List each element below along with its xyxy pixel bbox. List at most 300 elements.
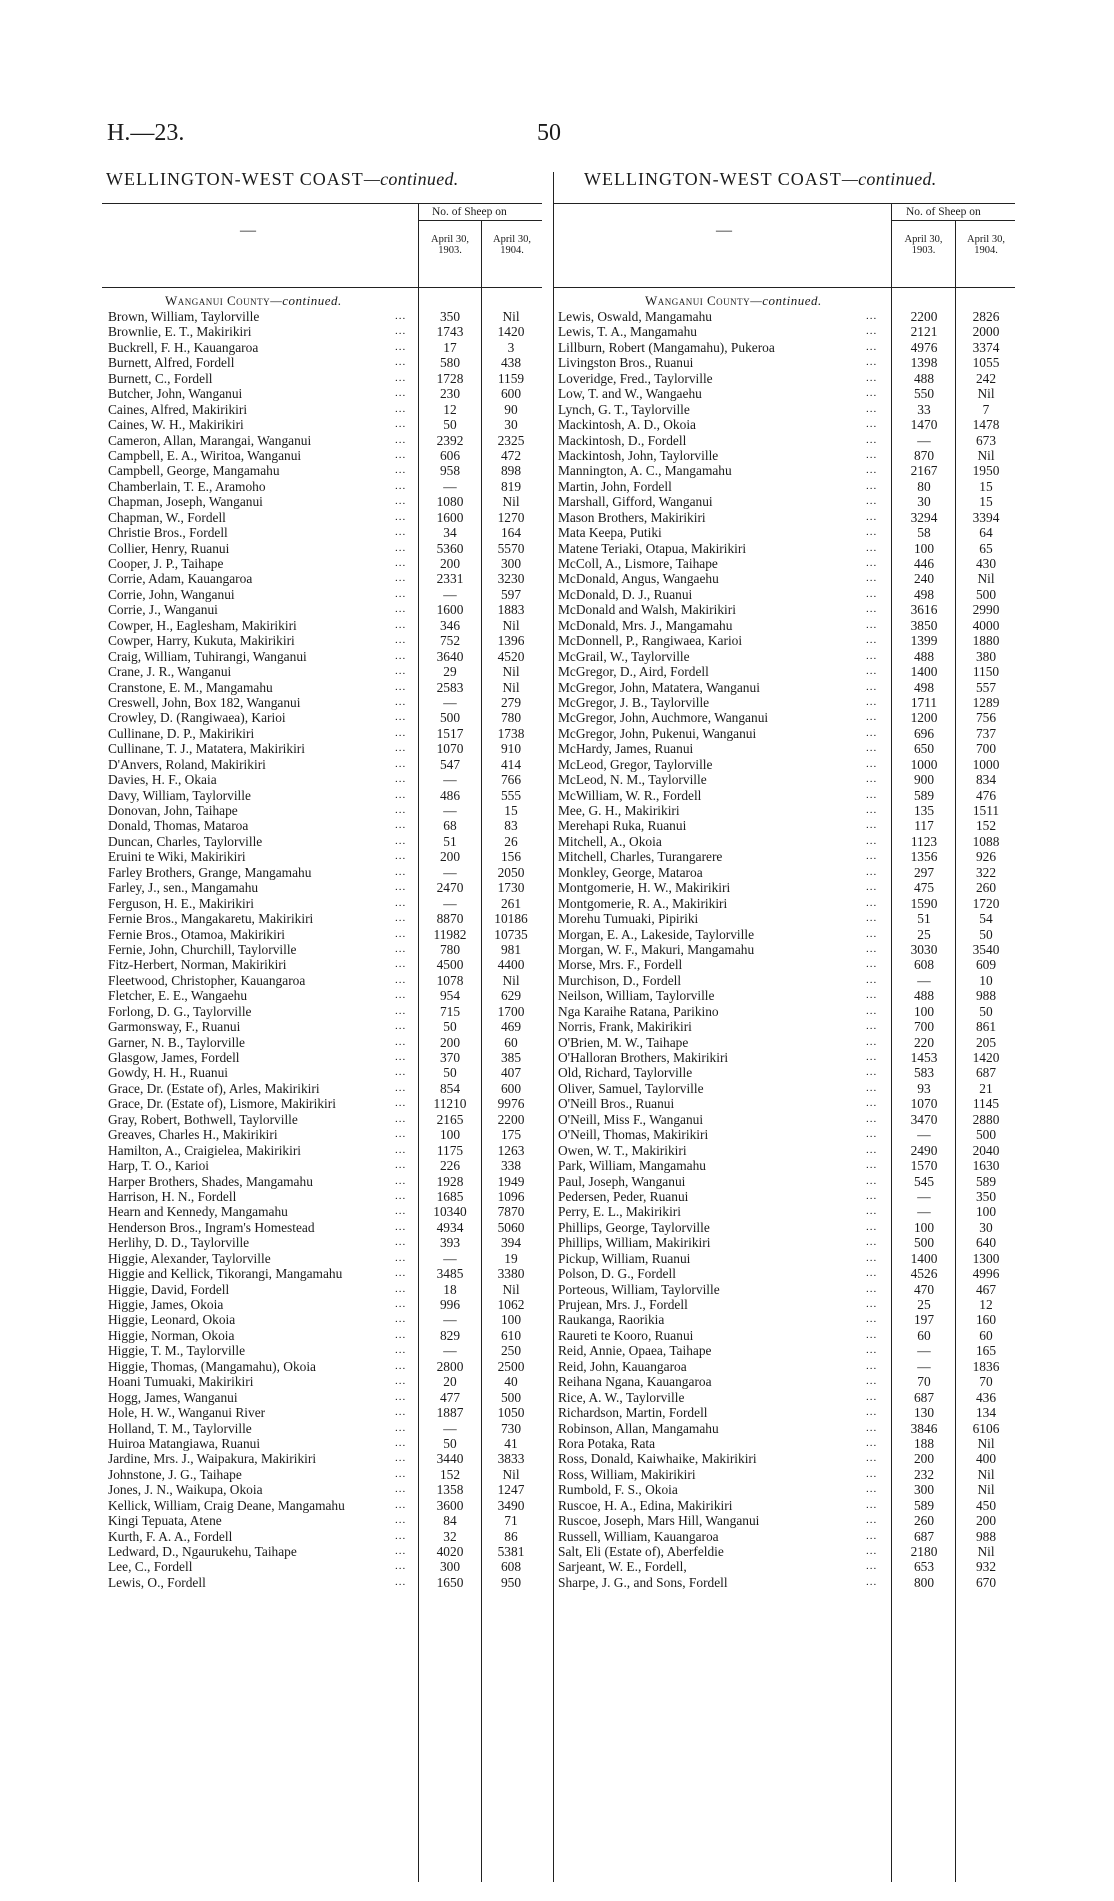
row-name: Sarjeant, W. E., Fordell, [558,1559,687,1575]
sheep-1903-value: 230 [439,386,461,402]
table-row [108,880,543,895]
row-name: Fernie Bros., Mangakaretu, Makirikiri [108,911,314,927]
sheep-1904-value: 407 [500,1065,522,1081]
leader-dots: ... [395,711,407,724]
sheep-1903-value: 1000 [910,756,938,772]
row-name: McDonald, D. J., Ruanui [558,586,693,602]
sheep-1904-value: 610 [500,1327,522,1343]
row-name: Holland, T. M., Taylorville [108,1420,252,1436]
sheep-1903-value: 80 [917,478,931,494]
sheep-1903-value: 260 [913,1513,935,1529]
row-name: McDonald and Walsh, Makirikiri [558,602,736,618]
row-name: Mitchell, Charles, Turangarere [558,849,723,865]
table-row [558,1081,1018,1096]
table-row [108,664,543,679]
sheep-1904-value: Nil [977,1544,995,1559]
sheep-1904-value: 1730 [497,880,525,896]
sheep-1904-value: 450 [975,1497,997,1513]
sheep-1904-value: 737 [975,725,997,741]
table-row [108,1297,543,1312]
sheep-1904-value: 250 [500,1343,522,1359]
sheep-1904-value: 175 [500,1127,522,1143]
row-name: McWilliam, W. R., Fordell [558,787,702,803]
sheep-1903-value: 300 [913,1482,935,1498]
sheep-1903-value: 11982 [433,926,467,942]
sheep-1904-value: Nil [502,679,520,695]
table-row [108,849,543,864]
leader-dots: ... [866,1529,878,1542]
sheep-1903-value: 580 [439,355,461,371]
sheep-1903-value: 488 [913,648,935,664]
sheep-1903-value: 477 [439,1389,461,1405]
sheep-1903-value: 3846 [910,1420,938,1436]
sheep-1903-value: 17 [443,339,457,355]
sheep-1904-value: 673 [975,432,997,448]
row-name: Fletcher, E. E., Wangaehu [108,988,248,1004]
row-name: McGregor, J. B., Taylorville [558,694,710,710]
sheep-1904-value: 3833 [497,1451,525,1467]
sheep-1903-value: 100 [913,1003,935,1019]
row-name: Lee, C., Fordell [108,1559,193,1575]
sheep-1904-value: 1836 [972,1358,1000,1374]
leader-dots: ... [866,1390,878,1403]
sheep-1903-value: 1123 [910,833,938,849]
leader-dots: ... [866,1545,878,1557]
table-row [558,1467,1018,1482]
table-row [108,788,543,803]
row-name: Cooper, J. P., Taihape [108,556,224,571]
sheep-1903-value: 3850 [910,617,938,633]
table-row [108,1405,543,1420]
sheep-1903-value: 4500 [436,957,464,973]
table-row [558,1096,1018,1111]
sheep-1903-value: 1453 [910,1050,938,1065]
table-row [108,1174,543,1189]
row-name: Craig, William, Tuhirangi, Wanganui [108,648,307,664]
sheep-1904-value: 500 [500,1389,522,1405]
table-row [558,525,1018,540]
table-row [108,865,543,880]
sheep-1903-value: 2331 [436,571,464,587]
leader-dots: ... [395,1220,407,1233]
sheep-1903-value: 100 [913,540,935,556]
table-row [558,942,1018,957]
row-name: Kurth, F. A. A., Fordell [108,1528,233,1544]
leader-dots: ... [395,1467,407,1480]
row-name: Marshall, Gifford, Wanganui [558,494,713,510]
row-name: Lewis, Oswald, Mangamahu [558,309,712,324]
row-name: Mee, G. H., Makirikiri [558,803,680,818]
row-name: Gowdy, H. H., Ruanui [108,1065,229,1081]
row-name: Chapman, Joseph, Wanganui [108,494,263,510]
row-name: Buckrell, F. H., Kauangaroa [108,339,259,355]
leader-dots: ... [395,1236,407,1249]
leader-dots: ... [395,1205,407,1218]
sheep-1903-value: 545 [913,1173,935,1189]
sheep-1904-value: 1000 [972,756,1000,772]
sheep-1903-value: — [917,1343,931,1359]
row-name: Montgomerie, H. W., Makirikiri [558,880,731,896]
table-row [108,1251,543,1266]
table-row [558,1513,1018,1528]
leader-dots: ... [395,1035,407,1048]
leader-dots: ... [395,1359,407,1372]
table-row [558,587,1018,602]
leader-dots: ... [866,819,878,832]
table-row [108,973,543,988]
table-row [108,1019,543,1034]
sheep-1903-value: 696 [913,725,935,741]
sheep-1904-value: 7870 [497,1204,525,1220]
leader-dots: ... [395,1545,407,1557]
sheep-1904-value: Nil [502,1466,520,1482]
table-row [558,1235,1018,1250]
sheep-1904-value: 1700 [497,1003,525,1019]
sheep-1904-value: 1950 [972,463,1000,479]
sheep-1904-value: Nil [502,309,520,324]
leader-dots: ... [866,695,878,708]
table-row [108,1158,543,1173]
sheep-1903-value: 3600 [436,1497,464,1513]
sheep-1904-value: 26 [504,833,518,849]
table-row [108,1390,543,1405]
leader-dots: ... [866,1035,878,1048]
sheep-1904-value: 86 [504,1528,518,1544]
sheep-1903-value: 3616 [910,602,938,618]
sheep-1903-value: 1200 [910,710,938,726]
table-row [108,1359,543,1374]
row-name: Reid, John, Kauangaroa [558,1358,687,1374]
sheep-1904-value: 1289 [972,694,1000,710]
sheep-1904-value: 4520 [497,648,525,664]
sheep-1904-value: 600 [500,1080,522,1096]
sheep-1903-value: 226 [439,1158,461,1174]
table-row [108,1050,543,1065]
row-name: Higgie, David, Fordell [108,1281,230,1297]
leader-dots: ... [866,942,878,955]
sheep-1903-value: 2121 [910,324,938,340]
table-row [558,880,1018,895]
table-row [558,1065,1018,1080]
leader-dots: ... [866,1467,878,1480]
row-name: Low, T. and W., Wangaehu [558,386,702,402]
leader-dots: ... [395,850,407,863]
sheep-1903-value: 829 [439,1327,461,1343]
row-name: Reid, Annie, Opaea, Taihape [558,1343,712,1359]
sheep-1904-value: 3374 [972,339,1000,355]
table-row [558,664,1018,679]
leader-dots: ... [866,526,878,539]
table-row [108,741,543,756]
leader-dots: ... [866,1313,878,1326]
sheep-1903-value: 1743 [436,324,464,340]
sheep-1903-value: 583 [913,1065,935,1081]
sheep-1903-value: 51 [443,833,457,849]
leader-dots: ... [866,788,878,801]
document-reference: H.—23. [107,120,185,146]
row-name: Fernie, John, Churchill, Taylorville [108,941,297,957]
table-row [558,556,1018,571]
table-row [558,463,1018,478]
sheep-1904-value: 6106 [972,1420,1000,1436]
sheep-1903-value: 589 [913,787,935,803]
sheep-1904-value: 467 [975,1281,997,1297]
sheep-1904-value: 629 [500,988,522,1004]
leader-dots: ... [395,1128,407,1141]
sheep-1903-value: 1600 [436,509,464,525]
sheep-1903-value: 1070 [436,741,464,757]
table-row [558,433,1018,448]
leader-dots: ... [395,1390,407,1403]
sheep-1904-value: 40 [504,1374,518,1390]
leader-dots: ... [866,1452,878,1465]
table-row [108,324,543,339]
row-name: O'Neill, Miss F., Wanganui [558,1111,704,1127]
leader-dots: ... [395,541,407,554]
sheep-1904-value: 260 [975,880,997,896]
leader-dots: ... [866,1128,878,1141]
sheep-1904-value: 557 [975,679,997,695]
sheep-1904-value: 1050 [497,1405,525,1421]
sheep-1903-value: 84 [443,1513,457,1529]
sheep-1904-value: 430 [975,556,997,571]
sheep-1904-value: 1247 [497,1482,525,1498]
sheep-1903-value: — [443,1312,457,1328]
leader-dots: ... [395,989,407,1002]
leader-dots: ... [866,325,878,338]
table-row [558,633,1018,648]
leader-dots: ... [866,742,878,755]
sheep-1904-value: 70 [979,1374,993,1390]
leader-dots: ... [866,958,878,971]
table-row [108,818,543,833]
leader-dots: ... [395,387,407,400]
sheep-1903-value: — [917,1204,931,1220]
row-name: Henderson Bros., Ingram's Homestead [108,1219,315,1235]
table-row [558,355,1018,370]
leader-dots: ... [866,665,878,678]
row-name: Martin, John, Fordell [558,478,672,494]
sheep-1904-value: 200 [975,1513,997,1529]
leader-dots: ... [395,479,407,492]
leader-dots: ... [395,603,407,616]
row-name: McHardy, James, Ruanui [558,741,694,757]
sheep-1903-value: — [443,1343,457,1359]
sheep-1903-value: 996 [439,1297,461,1312]
row-name: Loveridge, Fred., Taylorville [558,370,713,386]
table-row [558,1529,1018,1544]
sheep-1904-value: 41 [504,1435,518,1451]
leader-dots: ... [866,1143,878,1156]
sheep-1904-value: 3 [507,339,515,355]
table-row [558,849,1018,864]
sheep-1904-value: Nil [502,494,520,510]
table-row [558,1343,1018,1358]
leader-dots: ... [395,1174,407,1187]
leader-dots: ... [395,1529,407,1542]
row-name: Morgan, W. F., Makuri, Mangamahu [558,941,755,957]
leader-dots: ... [395,557,407,569]
table-row [558,479,1018,494]
table-row [108,710,543,725]
table-row [108,371,543,386]
leader-dots: ... [395,1251,407,1264]
table-row [108,1559,543,1574]
sheep-1904-value: 10186 [494,911,528,927]
left-title-suffix: —continued. [363,169,459,189]
table-row [108,1467,543,1482]
table-row [108,1004,543,1019]
left-rows [108,309,543,1590]
row-name: Morse, Mrs. F., Fordell [558,957,683,973]
table-row [558,1482,1018,1497]
leader-dots: ... [395,526,407,539]
sheep-1903-value: 232 [913,1466,935,1482]
sheep-1903-value: 58 [917,525,931,541]
sheep-1904-value: 3490 [497,1497,525,1513]
row-name: McGregor, D., Aird, Fordell [558,664,709,680]
table-row [558,1158,1018,1173]
row-name: Sharpe, J. G., and Sons, Fordell [558,1574,728,1590]
row-name: Mackintosh, D., Fordell [558,432,687,448]
sheep-1904-value: 1420 [972,1050,1000,1065]
left-header-rule [102,287,542,288]
sheep-1903-value: 500 [439,710,461,726]
table-row [108,1065,543,1080]
row-name: Ruscoe, Joseph, Mars Hill, Wanganui [558,1513,760,1529]
sheep-1904-value: Nil [502,617,520,633]
sheep-1903-value: 589 [913,1497,935,1513]
sheep-1903-value: 2165 [436,1111,464,1127]
sheep-1904-value: 12 [979,1297,993,1312]
leader-dots: ... [866,557,878,569]
leader-dots: ... [395,1004,407,1017]
sheep-1903-value: 1070 [910,1096,938,1112]
sheep-1903-value: 117 [914,818,934,834]
row-name: Raukanga, Raorikia [558,1312,665,1328]
row-name: McLeod, Gregor, Taylorville [558,756,713,772]
sheep-1903-value: 1570 [910,1158,938,1174]
leader-dots: ... [866,1575,878,1588]
sheep-1903-value: 12 [443,401,457,417]
sheep-1903-value: 2583 [436,679,464,695]
right-col2-header [957,234,1015,256]
row-name: Brownlie, E. T., Makirikiri [108,324,252,340]
row-name: Cowper, H., Eaglesham, Makirikiri [108,617,297,633]
sheep-1903-value: 297 [913,864,935,880]
table-row [108,1374,543,1389]
row-name: Polson, D. G., Fordell [558,1266,676,1282]
table-row [108,1189,543,1204]
sheep-1904-value: 910 [500,741,522,757]
sheep-1903-value: 653 [913,1559,935,1575]
row-name: Lillburn, Robert (Mangamahu), Pukeroa [558,339,775,355]
table-row [108,680,543,695]
row-name: Cowper, Harry, Kukuta, Makirikiri [108,633,295,649]
leader-dots: ... [866,927,878,940]
sheep-1904-value: 700 [975,741,997,757]
row-name: Reihana Ngana, Kauangaroa [558,1374,712,1390]
right-col1-header [893,234,954,256]
sheep-1903-value: 2490 [910,1142,938,1158]
sheep-1903-value: 2180 [910,1544,938,1559]
leader-dots: ... [866,1328,878,1341]
row-name: Harp, T. O., Karioi [108,1158,210,1174]
row-name: McGregor, John, Pukenui, Wanganui [558,725,757,741]
sheep-1903-value: 498 [913,586,935,602]
sheep-1904-value: Nil [977,1435,995,1451]
sheep-1904-value: 436 [975,1389,997,1405]
table-row [558,1436,1018,1451]
table-row [558,1544,1018,1559]
sheep-1903-value: 1358 [436,1482,464,1498]
leader-dots: ... [866,1220,878,1233]
sheep-1903-value: 93 [917,1080,931,1096]
table-row [108,355,543,370]
leader-dots: ... [395,495,407,508]
table-row [108,1312,543,1327]
sheep-1904-value: 1478 [972,417,1000,433]
sheep-1903-value: 1887 [436,1405,464,1421]
sheep-1903-value: 3485 [436,1266,464,1282]
sheep-1904-value: 687 [975,1065,997,1081]
leader-dots: ... [866,1359,878,1372]
sheep-1903-value: 33 [917,401,931,417]
table-row [558,371,1018,386]
sheep-1904-value: 2050 [497,864,525,880]
sheep-1904-value: 50 [979,1003,993,1019]
sheep-1903-value: 200 [439,849,461,865]
table-row [558,1143,1018,1158]
left-col1-header-line1: April 30, [431,234,469,245]
leader-dots: ... [395,1298,407,1310]
table-row [558,510,1018,525]
sheep-1904-value: Nil [977,571,995,587]
table-row [558,618,1018,633]
row-name: Caines, W. H., Makirikiri [108,417,244,433]
row-name: D'Anvers, Roland, Makirikiri [108,756,266,772]
sheep-1904-value: 640 [975,1235,997,1251]
leader-dots: ... [395,310,407,322]
row-name: Garner, N. B., Taylorville [108,1034,245,1050]
sheep-1903-value: — [443,864,457,880]
table-row [558,448,1018,463]
leader-dots: ... [395,1066,407,1079]
row-name: McDonald, Mrs. J., Mangamahu [558,617,733,633]
sheep-1904-value: 950 [500,1574,522,1590]
table-row [108,988,543,1003]
sheep-1903-value: 3030 [910,941,938,957]
sheep-1904-value: 819 [500,478,522,494]
row-name: Merehapi Ruka, Ruanui [558,818,687,834]
table-row [558,1112,1018,1127]
row-name: O'Neill, Thomas, Makirikiri [558,1127,709,1143]
sheep-1904-value: Nil [502,664,520,680]
sheep-1903-value: 2392 [436,432,464,448]
row-name: Pedersen, Peder, Ruanui [558,1188,689,1204]
sheep-1904-value: 60 [979,1327,993,1343]
leader-dots: ... [395,912,407,925]
row-name: Jardine, Mrs. J., Waipakura, Makirikiri [108,1451,317,1467]
leader-dots: ... [395,757,407,770]
sheep-1903-value: 700 [913,1019,935,1035]
row-name: Herlihy, D. D., Taylorville [108,1235,250,1251]
row-name: Russell, William, Kauangaroa [558,1528,719,1544]
table-row [108,1220,543,1235]
row-name: Nga Karaihe Ratana, Parikino [558,1003,719,1019]
table-row [108,1436,543,1451]
sheep-1904-value: 400 [975,1451,997,1467]
